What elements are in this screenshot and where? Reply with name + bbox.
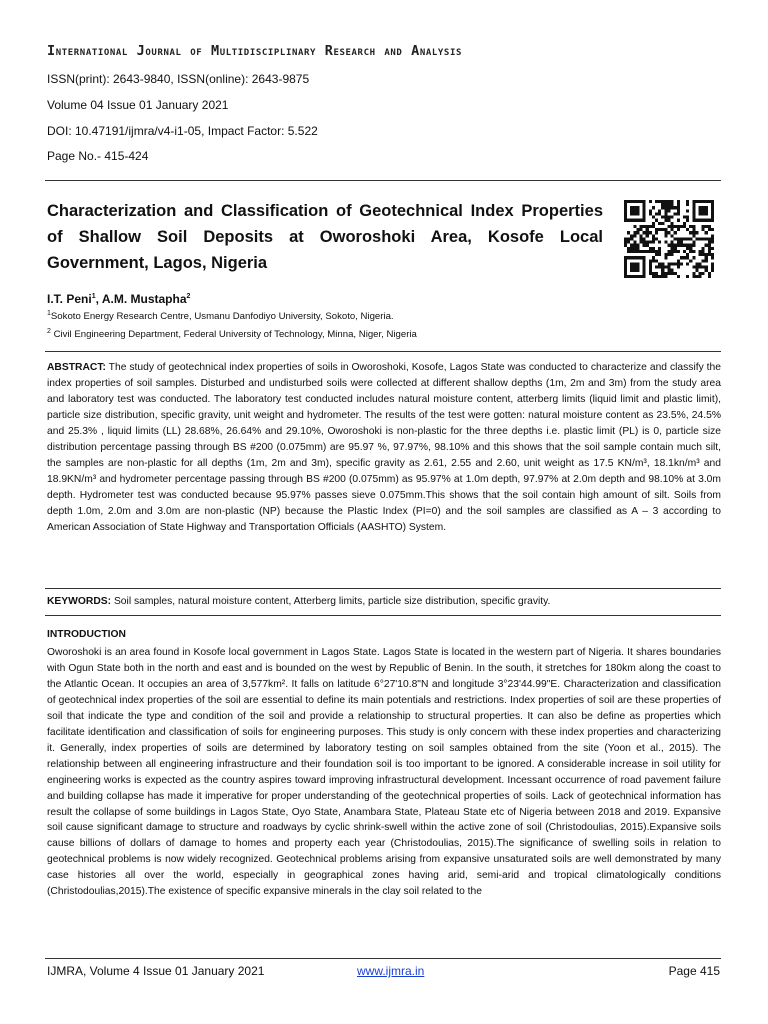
affiliation-mark: 2: [47, 327, 51, 335]
author-line: [47, 292, 190, 306]
journal-title: International Journal of Multidisciplinary Research and Analysis: [47, 43, 462, 59]
keywords: [47, 594, 721, 610]
abstract-label: ABSTRACT:: [47, 362, 106, 373]
introduction-body: Oworoshoki is an area found in Kosofe local government in Lagos State. Lagos State is located in the western part of Nigeria. It shares boundaries with Ogun State both in the north and east and is bounded on the west by Republic of Benin. In the south, it stretches for 180km along the coast to the Atlantic Ocean. It occupies an area of 3,577km². It falls on latitude 6°27'10.8"N and longitude 3°23'44.99"E. Characterization and classification of geotechnical index properties of the soil are essential to define its main potentials and restrictions. Index properties of soil are these properties of soil that indicate the type and condition of the soil and provide a relationship to structural properties. It can also be define as properties which facilitate identification and classification of soils for engineering purposes. This study is only concern with these index properties and characterizing it. Generally, index properties of soils are determined by laboratory testing on soil samples obtained from the site (Yoon et al., 2015). The relationship between all engineering infrastructure and their foundation soil is too important to be ignored. A considerable increase in soil utility for engineering works is expected as the country aspires toward improving infrastructural development. Incessant occurrence of road pavement failure and building collapse has made it imperative for proper understanding of the geotechnical properties of soils. Lack of geotechnical information has result the collapse of some buildings in Lagos State, Oyo State, Anambara State, Plateau State etc of Nigeria between 2018 and 2019. Expansive soil cause significant damage to structure and roadways by cyclic shrink-swell within the active zone of soil (Christodoulias, 2015).Expansive soils cause billions of dollars of damage to homes and property each year (Christodoulias, 2015).The significance of swelling soils in relation to geotechnical problems is now widely recognized. Geotechnical problems arising from expansive unsaturated soils are well demonstrated by many case histories all over the world, especially in geographical zones having arid, semi-arid and tropical climatologically conditions (Christodoulias,2015).The existence of specific expansive minerals in the clay soil related to the: [47, 647, 721, 898]
qr-code-icon: [624, 200, 714, 278]
affiliation-2: [47, 329, 417, 340]
author-name: A.M. Mustapha: [101, 292, 187, 306]
keywords-divider: [45, 615, 721, 616]
footer-page-number: Page 415: [668, 964, 720, 978]
section-heading-introduction: INTRODUCTION: [47, 629, 126, 640]
affiliation-text: Civil Engineering Department, Federal University of Technology, Minna, Niger, Nigeria: [50, 329, 417, 340]
author-name: I.T. Peni: [47, 292, 92, 306]
affiliation-1: [47, 311, 394, 322]
doi-line: DOI: 10.47191/ijmra/v4-i1-05, Impact Factor: 5.522: [47, 124, 318, 138]
volume-line: Volume 04 Issue 01 January 2021: [47, 98, 229, 112]
keywords-text: Soil samples, natural moisture content, Atterberg limits, particle size distribution, specific gravity.: [111, 596, 551, 607]
abstract-top-divider: [45, 351, 721, 352]
abstract-text: The study of geotechnical index properties of soils in Oworoshoki, Kosofe, Lagos State was conducted to characterize and classify the index properties of soil samples. Disturbed and undisturbed soils were collected at different shallow depths (1m, 2m and 3m) from the study area and laboratory test was conducted. The laboratory test conducted includes natural moisture content, atterberg limits (liquid limit and plastic limit), particle size distribution, specific gravity, unit weight and hydrometer. The results of the test were gotten: natural moisture content as 23.5%, 24.5% and 25.3% , liquid limits (LL) 28.68%, 26.64% and 29.10%, Oworoshoki is non-plastic for the three depths i.e. plastic limit (PL) is 0, particle size distribution percentage passing through BS #200 (0.075mm) are 95.97 %, 97.97%, 98.10% and this shows that the soil sample contain much silt, the samples are non-plastic for all depths (1m, 2m and 3m), specific gravity as 2.61, 2.55 and 2.60, unit weight as 17.5 KN/m³, 18.1kn/m³ and 18.9KN/m³ and hydrometer percentage passing through BS #200 (0.075mm) as 95.97% at 1.0m depth, 97.97% at 2.0m depth and 98.10% at 3.0m depth. Hydrometer test was conducted because 95.97% passes sieve 0.075mm.This shows that the soil contain high amount of silt. Soils from depth 1.0m, 2.0m and 3.0m are non-plastic (NP) because the Plastic Index (PI=0) and the soil samples are classified as A – 3 according to American Association of State Highway and Transportation Officials (AASHTO) System.: [47, 362, 721, 533]
author-affil-mark: 2: [186, 293, 191, 300]
affiliation-mark: 1: [47, 309, 51, 317]
abstract: [47, 360, 721, 535]
page-range: Page No.- 415-424: [47, 149, 149, 163]
footer-citation: IJMRA, Volume 4 Issue 01 January 2021: [47, 964, 265, 978]
paper-title: Characterization and Classification of Geotechnical Index Properties of Shallow Soil Deposits at Oworoshoki Area, Kosofe Local Government, Lagos, Nigeria: [47, 202, 603, 272]
author-separator: ,: [95, 292, 102, 306]
author-affil-mark: 1: [91, 293, 96, 300]
header-divider: [45, 180, 721, 181]
footer-divider: [45, 958, 721, 959]
abstract-bottom-divider: [45, 588, 721, 589]
affiliation-text: Sokoto Energy Research Centre, Usmanu Danfodiyo University, Sokoto, Nigeria.: [50, 311, 394, 322]
issn-line: ISSN(print): 2643-9840, ISSN(online): 2643-9875: [47, 72, 310, 86]
journal-website-link[interactable]: www.ijmra.in: [357, 964, 425, 978]
keywords-label: KEYWORDS:: [47, 596, 112, 607]
